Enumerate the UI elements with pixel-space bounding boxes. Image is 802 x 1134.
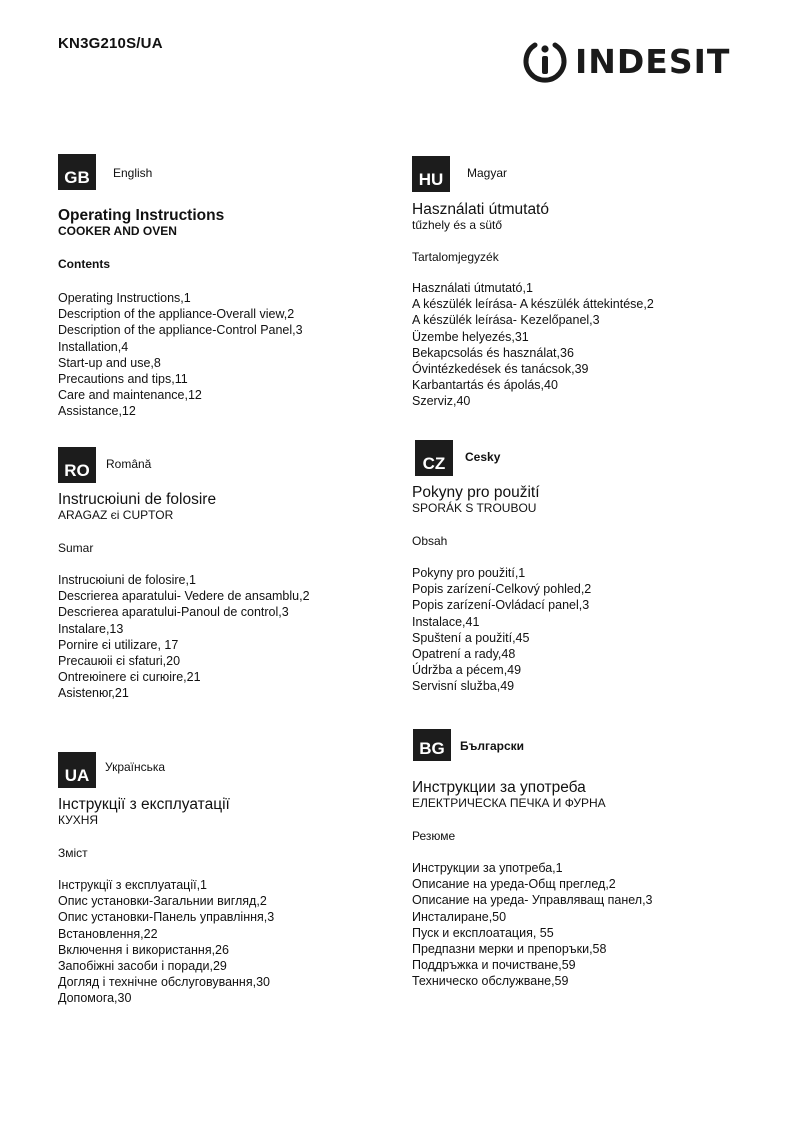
language-name: English	[113, 166, 153, 180]
brand-logo	[522, 33, 730, 89]
list-item: Опис установки-Загальнии вигляд,2	[58, 894, 267, 909]
indesit-logo-icon	[522, 38, 568, 84]
list-item: A készülék leírása- Kezelőpanel,3	[412, 313, 600, 328]
list-item: Поддръжка и почистване,59	[412, 958, 576, 973]
section-title: Инструкции за употреба	[412, 779, 586, 796]
list-item: Descrierea aparatului-Panoul de control,3	[58, 605, 289, 620]
section-title: Operating Instructions	[58, 207, 225, 224]
contents-label: Зміст	[58, 846, 88, 860]
language-badge: GB	[58, 154, 96, 190]
list-item: Техническо обслужване,59	[412, 974, 569, 989]
list-item: Description of the appliance-Control Panel,3	[58, 323, 303, 338]
list-item: Instalace,41	[412, 614, 480, 629]
list-item: Instrucюiuni de folosire,1	[58, 573, 196, 587]
section-title: Інструкції з експлуатації	[58, 796, 230, 813]
list-item: Spuštení a použití,45	[412, 630, 530, 645]
list-item: Care and maintenance,12	[58, 388, 202, 403]
contents-label: Sumar	[58, 541, 94, 555]
section-title: Instrucюiuni de folosire	[58, 491, 217, 508]
list-item: Operating Instructions,1	[58, 291, 191, 305]
section-english	[58, 154, 388, 420]
language-name: Български	[460, 739, 525, 753]
language-badge: BG	[413, 729, 451, 761]
model-number: KN3G210S/UA	[58, 35, 163, 52]
language-name: Cesky	[465, 450, 501, 464]
contents-list	[412, 565, 745, 695]
list-item: Pokyny pro použití,1	[412, 566, 526, 580]
list-item: Precautions and tips,11	[58, 372, 188, 387]
list-item: Пуск и експлоатация, 55	[412, 925, 554, 940]
list-item: Popis zarízení-Ovládací panel,3	[412, 598, 590, 613]
section-subtitle: ARAGAZ єi CUPTOR	[58, 508, 174, 522]
list-item: Описание на уреда-Общ преглед,2	[412, 877, 616, 892]
section-hungarian	[412, 156, 742, 410]
list-item: Szerviz,40	[412, 394, 471, 409]
contents-list	[58, 290, 388, 420]
list-item: Інструкції з експлуатації,1	[58, 878, 207, 892]
list-item: Предпазни мерки и препоръки,58	[412, 942, 607, 957]
contents-label: Obsah	[412, 534, 448, 548]
section-subtitle: ЕЛЕКТРИЧЕСКА ПЕЧКА И ФУРНА	[412, 796, 606, 810]
list-item: Описание на уреда- Управляващ панел,3	[412, 893, 653, 908]
list-item: Descrierea aparatului- Vedere de ansamblu,2	[58, 589, 310, 604]
list-item: Опис установки-Панель управління,3	[58, 910, 275, 925]
list-item: Üzembe helyezés,31	[412, 329, 529, 344]
section-subtitle: COOKER AND OVEN	[58, 224, 177, 238]
contents-label: Contents	[58, 257, 110, 271]
contents-list	[58, 877, 388, 1007]
list-item: Description of the appliance-Overall view,2	[58, 307, 295, 322]
brand-name: INDESIT	[575, 41, 731, 81]
section-subtitle: tűzhely és a sütő	[412, 218, 503, 232]
list-item: Asistenюг,21	[58, 686, 129, 701]
contents-list	[412, 280, 742, 410]
language-name: Română	[106, 457, 152, 471]
list-item: Precauюii єi sfaturi,20	[58, 654, 181, 669]
section-czech	[412, 440, 745, 695]
contents-label: Резюме	[412, 829, 456, 843]
list-item: Встановлення,22	[58, 926, 158, 941]
section-bulgarian	[413, 729, 743, 990]
section-subtitle: КУХНЯ	[58, 813, 99, 827]
section-title: Pokyny pro použití	[412, 484, 540, 501]
language-badge: CZ	[415, 440, 453, 476]
list-item: Start-up and use,8	[58, 355, 161, 370]
section-romanian	[58, 447, 388, 702]
list-item: Bekapcsolás és használat,36	[412, 345, 574, 360]
contents-list	[412, 860, 743, 990]
language-name: Magyar	[467, 166, 508, 180]
list-item: Инсталиране,50	[412, 909, 507, 924]
list-item: Instalare,13	[58, 621, 124, 636]
contents-label: Tartalomjegyzék	[412, 250, 499, 264]
section-subtitle: SPORÁK S TROUBOU	[412, 501, 537, 515]
list-item: Ontreюinere єi curюire,21	[58, 670, 201, 685]
list-item: Használati útmutató,1	[412, 281, 533, 295]
language-badge: RO	[58, 447, 96, 483]
list-item: Óvintézkedések és tanácsok,39	[412, 362, 589, 377]
contents-list	[58, 572, 388, 702]
list-item: Karbantartás és ápolás,40	[412, 378, 558, 393]
list-item: Включення і використання,26	[58, 942, 229, 957]
list-item: Допомога,30	[58, 991, 132, 1006]
list-item: Assistance,12	[58, 404, 136, 419]
section-ukrainian	[58, 752, 388, 1007]
list-item: A készülék leírása- A készülék áttekintése,2	[412, 297, 654, 312]
language-badge: UA	[58, 752, 96, 788]
list-item: Opatrení a rady,48	[412, 647, 516, 662]
list-item: Запобіжні засоби і поради,29	[58, 959, 227, 974]
list-item: Инструкции за употреба,1	[412, 861, 563, 875]
language-badge: HU	[412, 156, 450, 192]
language-name: Українська	[105, 760, 166, 774]
list-item: Installation,4	[58, 339, 129, 354]
section-title: Használati útmutató	[412, 201, 549, 218]
list-item: Pornire єi utilizare, 17	[58, 637, 179, 652]
list-item: Údržba a pécem,49	[412, 663, 522, 678]
list-item: Popis zarízení-Celkový pohled,2	[412, 582, 592, 597]
list-item: Servisní služba,49	[412, 679, 515, 694]
list-item: Догляд і технічне обслуговування,30	[58, 975, 270, 990]
